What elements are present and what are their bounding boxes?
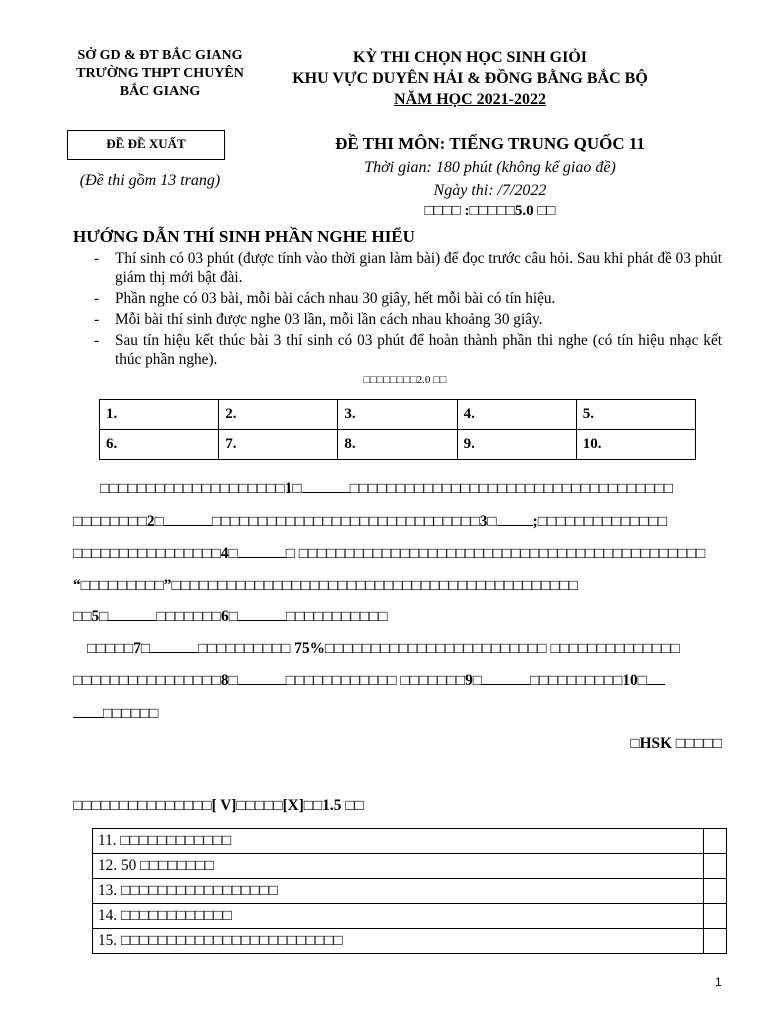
passage-line: □□□□□□ [73, 705, 723, 723]
issuer-dept: SỞ GD & ĐT BẮC GIANG [77, 48, 243, 63]
true-false-table [92, 828, 727, 954]
answer-cell[interactable]: 4. [457, 400, 576, 430]
issuer-city: BẮC GIANG [119, 84, 201, 99]
part2-title: □□□□□□□□□□□□□□□[ V]□□□□□[X]□□1.5 □□ [73, 797, 364, 814]
answer-cell[interactable]: 5. [576, 400, 695, 430]
guide-title: HƯỚNG DẪN THÍ SINH PHẦN NGHE HIỂU [73, 227, 415, 246]
answer-cell[interactable]: 2. [219, 400, 338, 430]
exam-title: KỲ THI CHỌN HỌC SINH GIỎI [353, 49, 587, 66]
blank-5[interactable] [108, 619, 156, 621]
blank-4[interactable] [238, 556, 286, 558]
exam-date: Ngày thi: /7/2022 [433, 182, 547, 199]
statement-cell: 11. □□□□□□□□□□□□ [93, 829, 704, 854]
answer-mark-cell[interactable] [704, 854, 727, 879]
exam-title-block [250, 47, 690, 110]
answer-row [100, 400, 696, 430]
statement-cell: 13. □□□□□□□□□□□□□□□□□ [93, 879, 704, 904]
issuer-school: TRƯỜNG THPT CHUYÊN [76, 66, 244, 81]
proposal-label: ĐỀ ĐỀ XUẤT [67, 130, 225, 160]
answer-cell[interactable]: 7. [219, 430, 338, 460]
part1-label: □□□□□□□□2.0 □□ [363, 374, 447, 386]
answer-cell[interactable]: 9. [457, 430, 576, 460]
answer-cell[interactable]: 6. [100, 430, 219, 460]
part-score: □□□□ :□□□□□5.0 □□ [424, 203, 556, 219]
blank-1[interactable] [302, 491, 350, 493]
answer-mark-cell[interactable] [704, 829, 727, 854]
blank-6[interactable] [238, 619, 286, 621]
answer-cell[interactable]: 10. [576, 430, 695, 460]
page-number: 1 [715, 975, 722, 989]
passage-line: □□□□□□□□□□□□□□□□□□□□1□ □□□□□□□□□□□□□□□□□□□□□□□□□□□□□□□□□□□ [100, 480, 674, 497]
answer-cell[interactable]: 1. [100, 400, 219, 430]
statement-cell: 15. □□□□□□□□□□□□□□□□□□□□□□□□ [93, 929, 704, 954]
school-year: NĂM HỌC 2021-2022 [394, 91, 546, 108]
guide-item: - Thí sinh có 03 phút (được tính vào thời gian làm bài) để đọc trước câu hỏi. Sau khi phát đề 03 phút giám thị mới bật đài. [94, 250, 722, 286]
blank-10-start[interactable] [647, 683, 665, 685]
blank-8[interactable] [238, 683, 286, 685]
statement-cell: 14. □□□□□□□□□□□□ [93, 904, 704, 929]
blank-2[interactable] [164, 524, 212, 526]
passage-line: □□□□□□□□□□□□□□□□4□ □ □□□□□□□□□□□□□□□□□□□□□□□□□□□□□□□□□□□□□□□□□□□□ [73, 545, 706, 562]
passage-line: □□□□□7□ □□□□□□□□□□ 75%□□□□□□□□□□□□□□□□□□□□□□□□ □□□□□□□□□□□□□□ [87, 640, 680, 657]
exam-region: KHU VỰC DUYÊN HẢI & ĐỒNG BẰNG BẮC BỘ [292, 70, 648, 87]
exam-subject: ĐỀ THI MÔN: TIẾNG TRUNG QUỐC 11 [335, 134, 645, 153]
passage-line: □□□□□□□□□□□□□□□□8□ □□□□□□□□□□□□ □□□□□□□9□ □□□□□□□□□□10□ [73, 672, 723, 690]
answer-mark-cell[interactable] [704, 929, 727, 954]
table-row [93, 879, 727, 904]
blank-3[interactable] [497, 524, 533, 526]
guide-item: - Sau tín hiệu kết thúc bài 3 thí sinh có 03 phút để hoàn thành phần thi nghe (có tín hiệu nhạc kết thúc phần nghe). [94, 332, 722, 368]
answer-grid [99, 399, 696, 460]
exam-duration: Thời gian: 180 phút (không kể giao đề) [364, 159, 616, 176]
passage-line: “□□□□□□□□□”□□□□□□□□□□□□□□□□□□□□□□□□□□□□□□□□□□□□□□□□□□□□ [73, 577, 578, 594]
pages-note: (Đề thi gồm 13 trang) [79, 172, 221, 189]
answer-mark-cell[interactable] [704, 904, 727, 929]
statement-cell: 12. 50 □□□□□□□□ [93, 854, 704, 879]
guide-list [90, 249, 722, 371]
answer-row [100, 430, 696, 460]
table-row [93, 929, 727, 954]
answer-cell[interactable]: 8. [338, 430, 457, 460]
guide-item: - Phần nghe có 03 bài, mỗi bài cách nhau 30 giây, hết mỗi bài có tín hiệu. [94, 290, 556, 307]
table-row [93, 829, 727, 854]
answer-cell[interactable]: 3. [338, 400, 457, 430]
blank-7[interactable] [150, 651, 198, 653]
table-row [93, 854, 727, 879]
guide-item: - Mỗi bài thí sinh được nghe 03 lần, mỗi lần cách nhau khoảng 30 giây. [94, 311, 543, 328]
passage-line: □□□□□□□□2□ □□□□□□□□□□□□□□□□□□□□□□□□□□□□□3□ ;□□□□□□□□□□□□□□ [73, 513, 668, 530]
blank-10-end[interactable] [73, 716, 103, 718]
issuer-block [40, 47, 280, 101]
passage-source: □HSK □□□□□ [630, 735, 722, 752]
blank-9[interactable] [482, 683, 530, 685]
passage-line: □□5□ □□□□□□□6□ □□□□□□□□□□□ [73, 608, 388, 625]
answer-mark-cell[interactable] [704, 879, 727, 904]
table-row [93, 904, 727, 929]
